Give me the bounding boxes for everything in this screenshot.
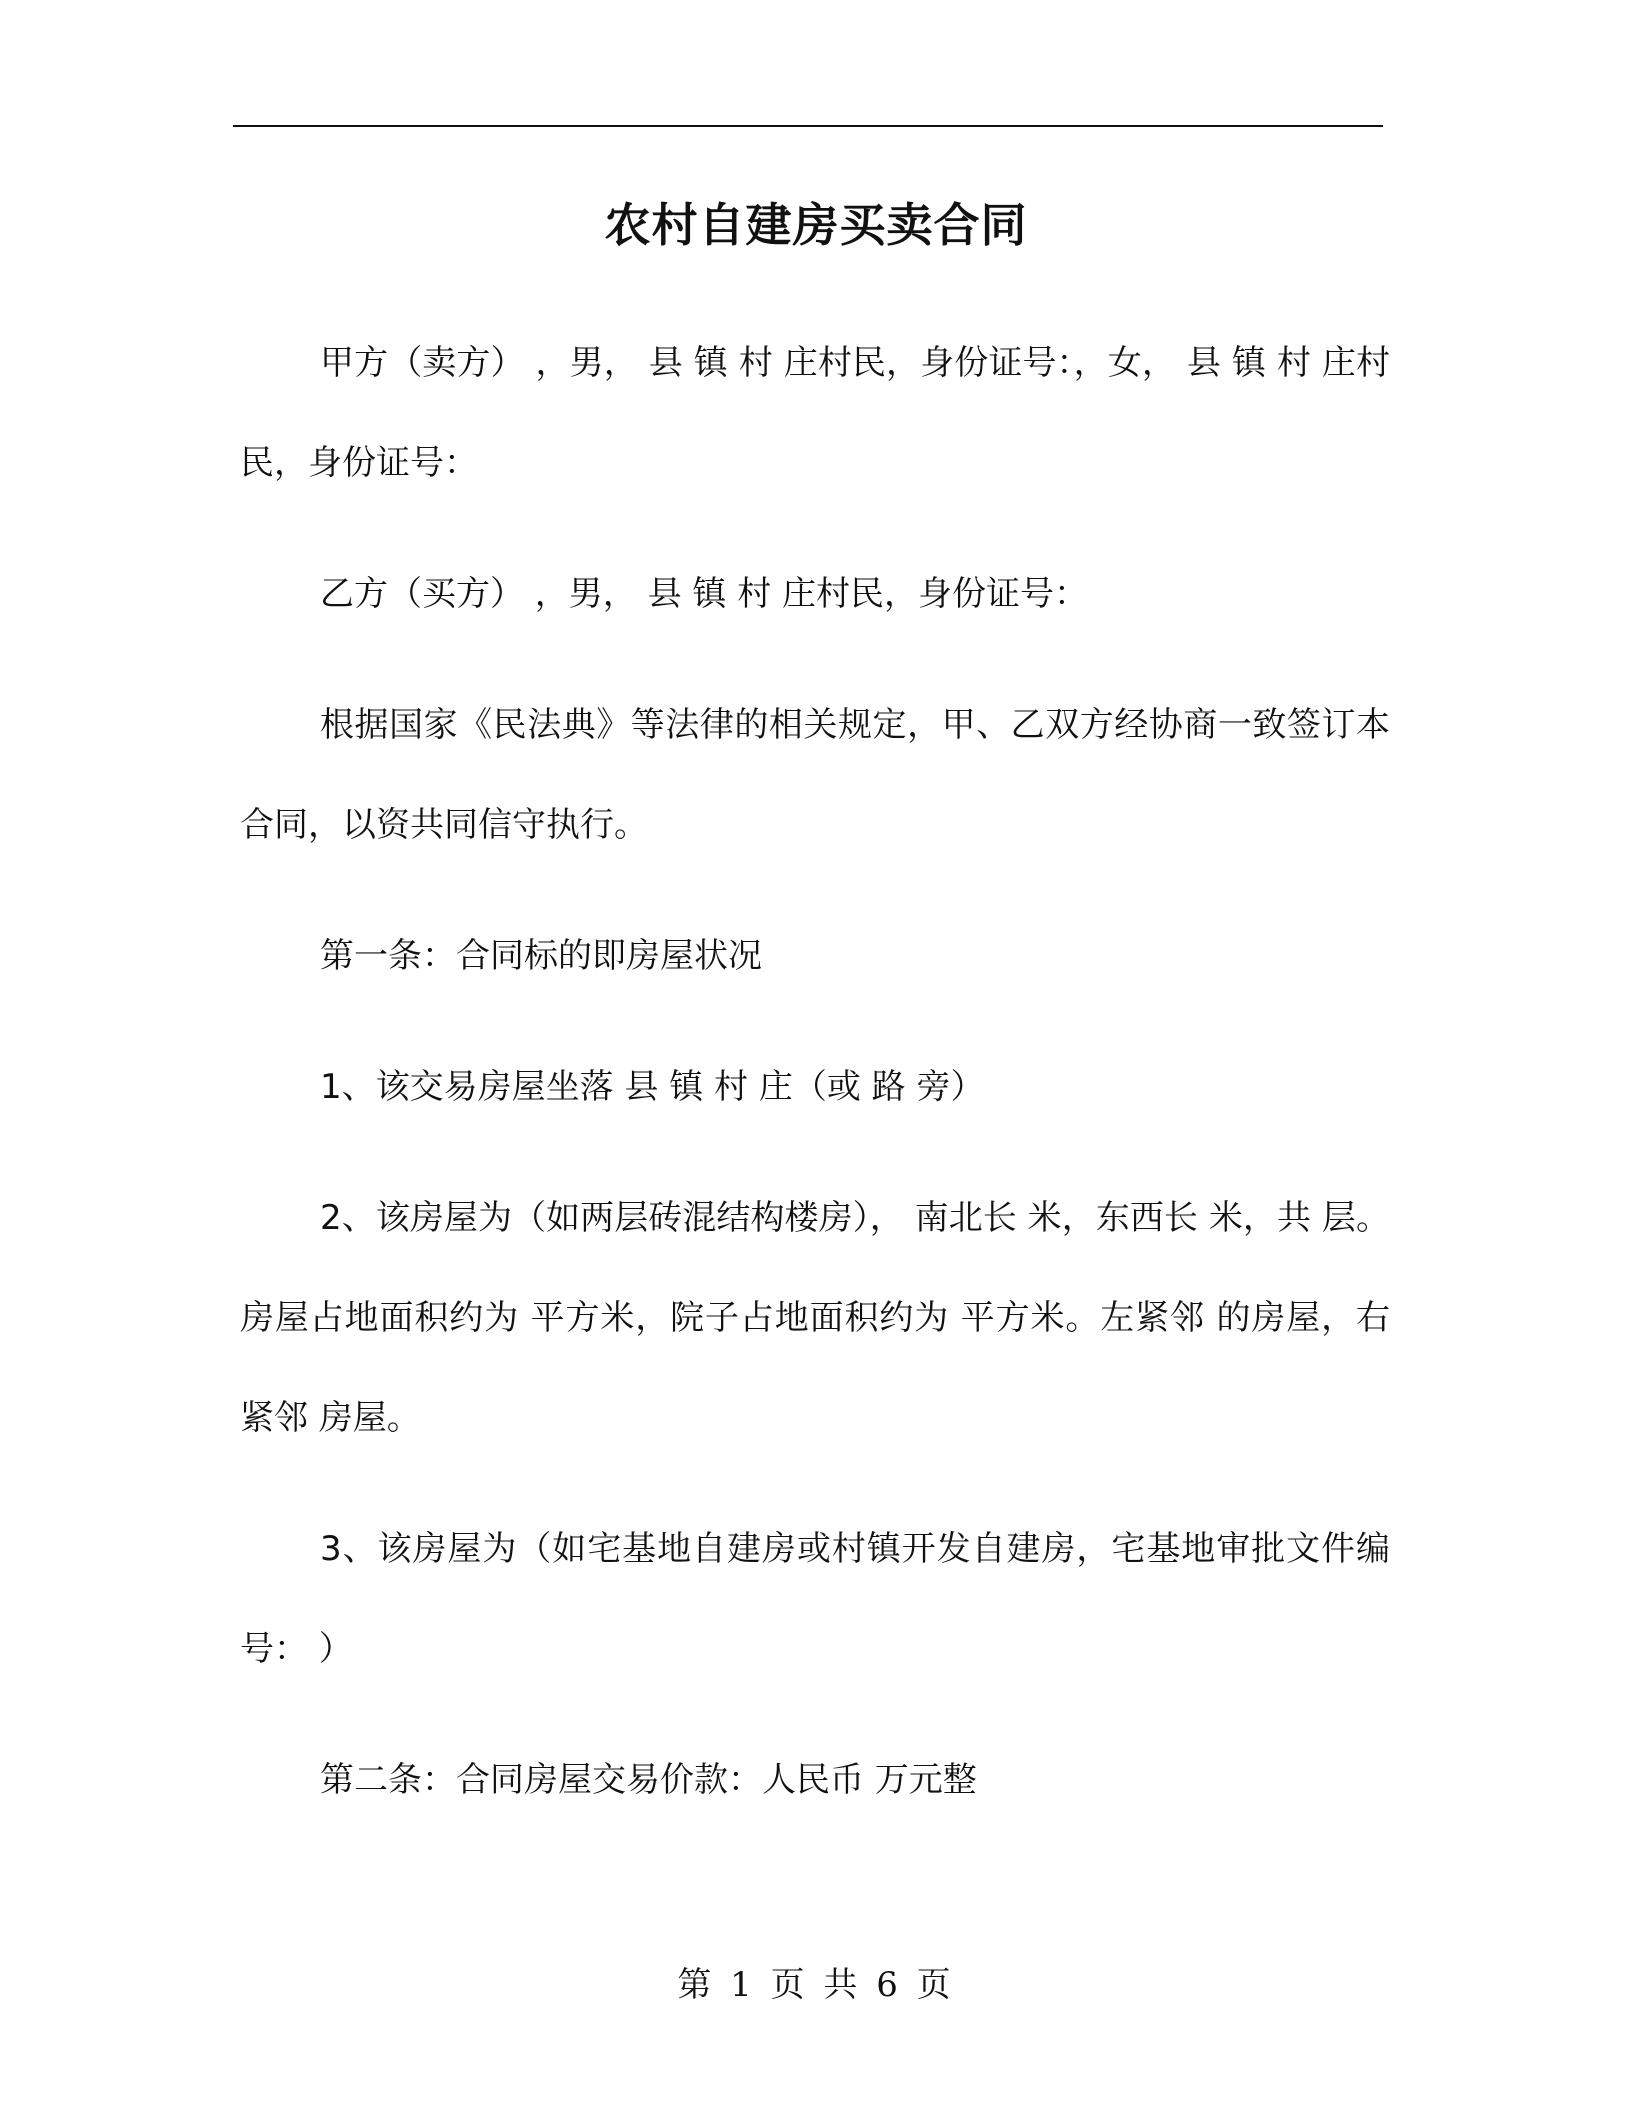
header-rule xyxy=(233,125,1383,127)
article-1-item-2: 2、该房屋为（如两层砖混结构楼房）， 南北长 米，东西长 米，共 层。房屋占地面积约为 平方米，院子占地面积约为 平方米。左紧邻 的房屋，右紧邻 房屋。 xyxy=(240,1198,1390,1438)
article-1-heading: 第一条：合同标的即房屋状况 xyxy=(320,936,762,976)
document-body xyxy=(240,313,1390,1861)
article-1-item-3: 3、该房屋为（如宅基地自建房或村镇开发自建房，宅基地审批文件编号： ） xyxy=(240,1529,1390,1669)
paragraph-party-a: 甲方（卖方） ，男， 县 镇 村 庄村民，身份证号：，女， 县 镇 村 庄村民，身份证号： xyxy=(240,343,1390,483)
page-number-footer: 第 1 页 共 6 页 xyxy=(677,1965,955,2005)
paragraph-preamble: 根据国家《民法典》等法律的相关规定，甲、乙双方经协商一致签订本合同，以资共同信守执行。 xyxy=(240,705,1390,845)
article-2-heading: 第二条：合同房屋交易价款：人民币 万元整 xyxy=(320,1760,977,1800)
paragraph-party-b: 乙方（买方） ，男， 县 镇 村 庄村民，身份证号： xyxy=(320,574,1089,614)
article-1-item-1: 1、该交易房屋坐落 县 镇 村 庄（或 路 旁） xyxy=(320,1067,985,1107)
document-title: 农村自建房买卖合同 xyxy=(604,198,1028,252)
